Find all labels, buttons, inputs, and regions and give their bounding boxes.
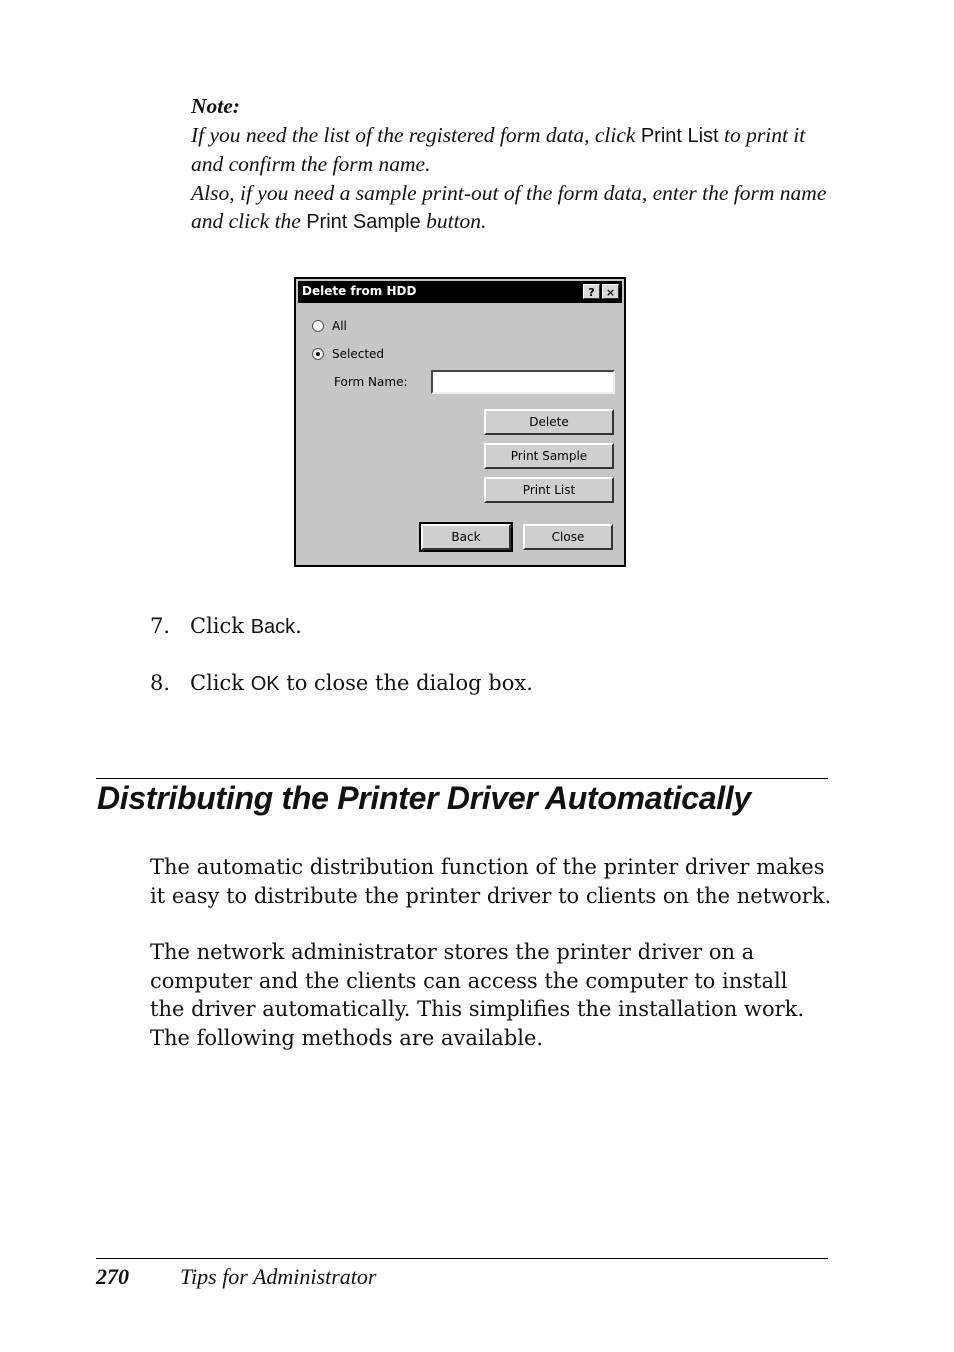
ok-ref: OK: [250, 673, 280, 695]
page-footer: [96, 1264, 377, 1290]
radio-all[interactable]: [312, 320, 324, 332]
paragraph-2: The network administrator stores the printer driver on a computer and the clients can access the computer to install the driver automatically. This simplifies the installation work. The following methods are available.: [150, 940, 805, 1050]
note-text: Also, if you need a sample print-out of the form data, enter the form name and click the: [191, 180, 827, 233]
print-list-button[interactable]: Print List: [484, 477, 614, 503]
step-number: 8.: [150, 671, 171, 695]
footer-rule: [96, 1258, 828, 1259]
back-ref: Back: [250, 616, 296, 638]
step-text: .: [295, 614, 302, 638]
print-sample-ref: Print Sample: [306, 211, 421, 233]
back-button[interactable]: Back: [421, 524, 511, 550]
close-button[interactable]: Close: [523, 524, 613, 550]
radio-selected[interactable]: [312, 348, 324, 360]
note-paragraph-1: [191, 121, 831, 179]
step-text: to close the dialog box.: [286, 671, 533, 695]
close-icon[interactable]: ×: [602, 284, 619, 299]
delete-button[interactable]: Delete: [484, 409, 614, 435]
radio-selected-label: Selected: [332, 347, 385, 361]
print-list-ref: Print List: [640, 124, 719, 147]
step-number: 7.: [150, 614, 171, 638]
note-title: Note:: [191, 94, 240, 118]
step-text: Click: [190, 614, 244, 638]
print-sample-button[interactable]: Print Sample: [484, 443, 614, 469]
note-block: [191, 92, 831, 237]
page-number: 270: [96, 1264, 129, 1289]
step-8: [150, 671, 533, 696]
step-7: [150, 614, 302, 639]
radio-all-label: All: [332, 319, 347, 333]
footer-section-title: Tips for Administrator: [180, 1264, 377, 1289]
dialog-title: Delete from HDD: [302, 284, 417, 298]
note-paragraph-2: [191, 179, 831, 237]
radio-selected-option[interactable]: [312, 347, 384, 361]
note-text: to print it and confirm the form name.: [191, 122, 806, 176]
note-text: If you need the list of the registered form data, click: [191, 122, 636, 147]
dialog-titlebar: [298, 281, 622, 303]
help-button[interactable]: ?: [583, 284, 600, 299]
section-rule: [96, 778, 828, 779]
note-text: button.: [426, 209, 487, 233]
form-name-label: Form Name:: [334, 375, 408, 389]
delete-from-hdd-dialog: [294, 277, 626, 567]
section-heading: Distributing the Printer Driver Automatically: [97, 780, 751, 816]
radio-all-option[interactable]: [312, 319, 347, 333]
step-text: Click: [190, 671, 244, 695]
paragraph-1: The automatic distribution function of the printer driver makes it easy to distribute the printer driver to clients on the network.: [150, 855, 832, 908]
form-name-input[interactable]: [431, 370, 615, 394]
